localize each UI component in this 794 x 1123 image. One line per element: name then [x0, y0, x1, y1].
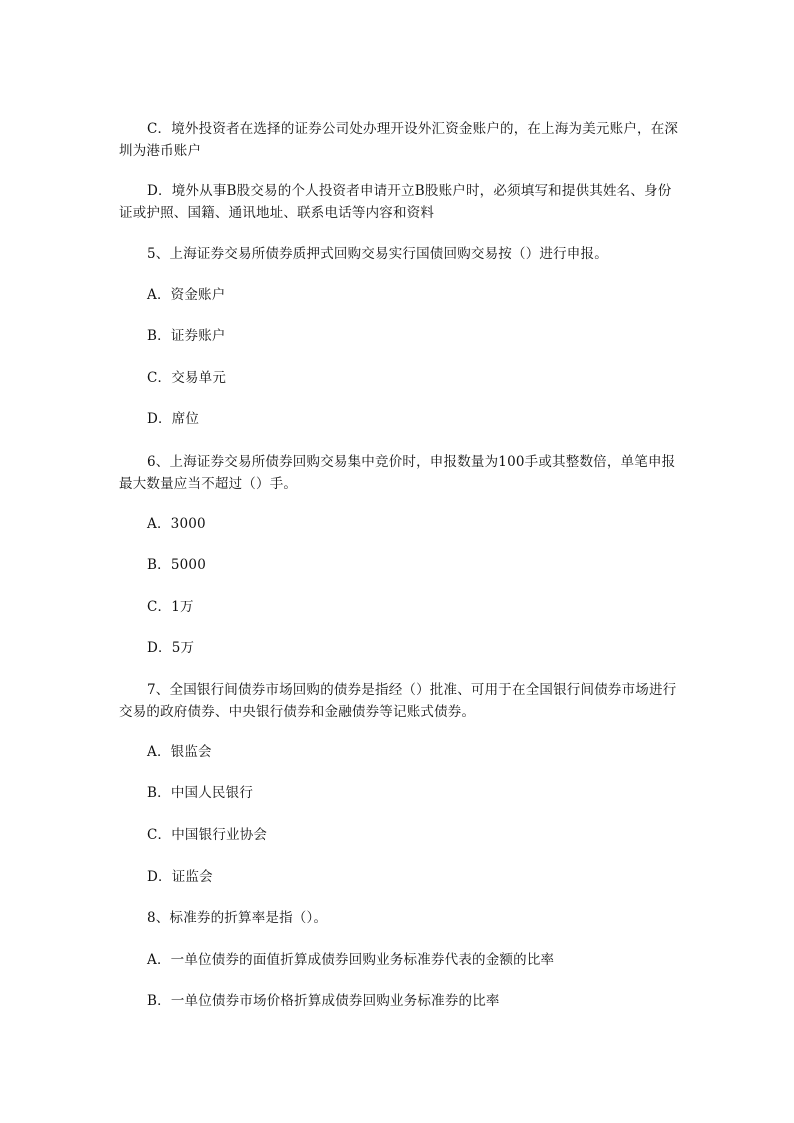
option-b-q8: B．一单位债券市场价格折算成债券回购业务标准券的比率 [147, 993, 500, 1009]
question-6: 6、上海证券交易所债券回购交易集中竞价时，申报数量为100手或其整数倍，单笔申报最大数量应当不超过（）手。 [119, 454, 676, 492]
option-c-q7: C．中国银行业协会 [147, 827, 268, 843]
option-a-q8: A．一单位债券的面值折算成债券回购业务标准券代表的金额的比率 [147, 952, 555, 968]
option-d-q5: D．席位 [147, 411, 200, 427]
question-8: 8、标准券的折算率是指（）。 [147, 910, 328, 926]
option-c-q5: C．交易单元 [147, 370, 227, 386]
question-5: 5、上海证券交易所债券质押式回购交易实行国债回购交易按（）进行申报。 [147, 246, 608, 262]
option-b-q6: B．5000 [147, 557, 206, 573]
option-a-q7: A．银监会 [147, 744, 212, 760]
option-c-q6: C．1万 [147, 599, 194, 615]
option-d-q6: D．5万 [147, 640, 195, 656]
option-c-q4: C．境外投资者在选择的证券公司处办理开设外汇资金账户的，在上海为美元账户，在深圳为港币账户 [119, 121, 679, 159]
option-b-q5: B．证券账户 [147, 328, 226, 344]
option-d-q7: D．证监会 [147, 869, 213, 885]
question-7: 7、全国银行间债券市场回购的债券是指经（）批准、可用于在全国银行间债券市场进行交易的政府债券、中央银行债券和金融债券等记账式债券。 [119, 682, 677, 720]
option-a-q5: A．资金账户 [147, 287, 226, 303]
option-d-q4: D．境外从事B股交易的个人投资者申请开立B股账户时，必须填写和提供其姓名、身份证或护照、国籍、通讯地址、联系电话等内容和资料 [119, 183, 672, 221]
option-a-q6: A．3000 [147, 516, 206, 532]
option-b-q7: B．中国人民银行 [147, 785, 254, 801]
